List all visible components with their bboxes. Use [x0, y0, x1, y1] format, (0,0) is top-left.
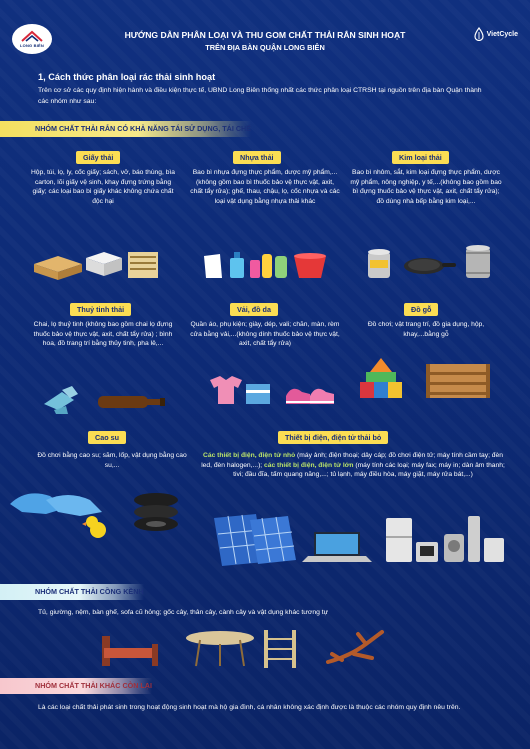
band-bulky: NHÓM CHẤT THẢI CỒNG KỀNH	[0, 584, 144, 600]
metal-waste-icon	[366, 244, 496, 280]
text-plastic: Bao bì nhựa đựng thực phẩm, dược mỹ phẩm,... (không gồm bao bì thuốc bảo vệ thực vật, axit, chất tẩy rửa); ghế, thau, chậu, lọ, cốc nhựa và các loại vật dụng bằng nhựa thải khác	[190, 169, 340, 205]
plastic-waste-icon	[200, 244, 330, 280]
electronics-small-text: (máy ảnh; điện thoại; dây cáp; đồ chơi điện tử; máy tính cầm tay; đèn led, đèn halogen,...);	[201, 452, 503, 469]
long-bien-logo	[12, 24, 52, 54]
label-paper: Giấy thải	[76, 151, 120, 164]
label-wood: Đồ gỗ	[404, 303, 438, 316]
label-fabric: Vải, đồ da	[230, 303, 278, 316]
electronics-small-lead: Các thiết bị điện, điện tử nhỏ	[203, 452, 296, 459]
label-glass: Thuỷ tinh thải	[70, 303, 131, 316]
text-fabric: Quần áo, phụ kiện; giày, dép, vali; chăn, màn, rèm cửa bằng vải,...(không dính thuốc bảo vệ thực vật, axit, chất tẩy rửa)	[190, 321, 340, 348]
text-paper: Hộp, túi, lọ, ly, cốc giấy; sách, vở, báo thùng, bìa carton, lõi giấy vệ sinh, khay đựng trứng bằng giấy; các loại bao bì giấy khác không chứa chất độc hại	[30, 169, 176, 205]
text-electronics	[200, 451, 506, 480]
bulky-waste-icon	[96, 626, 396, 670]
leaf-drop-icon	[474, 27, 484, 41]
electronics-large-lead: các thiết bị điện, điện tử lớn	[264, 461, 354, 469]
fabric-waste-icon	[206, 372, 336, 408]
text-rubber: Đồ chơi bằng cao su; săm, lốp, vật dụng bằng cao su,...	[37, 452, 187, 469]
wood-waste-icon	[356, 352, 496, 402]
label-plastic: Nhựa thải	[233, 151, 281, 164]
paper-waste-icon	[32, 244, 160, 280]
text-other: Là các loại chất thải phát sinh trong hoạt động sinh hoạt mà hộ gia đình, cá nhân không xác định được là thuộc các nhóm quy định nêu trên.	[38, 704, 461, 711]
text-metal: Bao bì nhôm, sắt, kim loại đựng thực phẩm, dược mỹ phẩm, nông nghiệp, y tế,...(không bao gồm bao bì đựng thuốc bảo vệ thực vật, axit, chất tẩy rửa); đồ dùng nhà bếp bằng kim loại,...	[350, 169, 502, 205]
electronics-waste-icon	[210, 508, 506, 568]
section-heading: 1, Cách thức phân loại rác thải sinh hoạt	[38, 72, 216, 82]
glass-waste-icon	[40, 378, 168, 414]
label-rubber: Cao su	[88, 431, 126, 444]
intro-paragraph: Trên cơ sở các quy định hiện hành và điều kiện thực tế, UBND Long Biên thống nhất các thức phân loại CTRSH tại nguồn trên địa bàn Quận thành các nhóm như sau:	[38, 87, 482, 105]
vietcycle-text: VietCycle	[486, 30, 518, 38]
rubber-waste-icon	[6, 478, 186, 548]
page-title: HƯỚNG DẪN PHÂN LOẠI VÀ THU GOM CHẤT THẢI RẮN SINH HOẠT	[124, 30, 406, 40]
header	[0, 0, 530, 62]
text-glass: Chai, lọ thuỷ tinh (không bao gồm chai lọ đựng thuốc bảo vệ thực vật, axit, chất tẩy rửa) ; bình hoa, đồ trang trí bằng thủy tinh, pha lê,...	[33, 321, 173, 348]
logo-mark-icon	[21, 30, 43, 42]
label-electronics: Thiết bị điện, điện tử thải bỏ	[278, 431, 388, 444]
page-subtitle: TRÊN ĐỊA BÀN QUẬN LONG BIÊN	[205, 43, 325, 52]
band-recyclable: NHÓM CHẤT THẢI RẮN CÓ KHẢ NĂNG TÁI SỬ DỤNG, TÁI CHẾ	[0, 121, 251, 137]
text-bulky: Tủ, giường, nệm, bàn ghế, sofa cũ hỏng; gốc cây, thân cây, cành cây và vật dụng khác tương tự	[38, 609, 329, 616]
vietcycle-logo	[474, 27, 518, 41]
logo-text: LONG BIÊN	[19, 43, 45, 48]
label-metal: Kim loại thải	[392, 151, 449, 164]
text-wood: Đồ chơi; vật trang trí, đồ gia dụng, hộp, khay,...bằng gỗ	[367, 321, 485, 338]
electronics-large-text: (máy tính các loại; máy fax; máy in; dàn âm thanh; tivi; đầu đĩa, tấm quang năng,...; tủ lạnh, máy điều hòa, máy giặt, máy rửa bát,...)	[233, 461, 505, 479]
band-other: NHÓM CHẤT THẢI KHÁC CÒN LẠI	[0, 678, 152, 694]
